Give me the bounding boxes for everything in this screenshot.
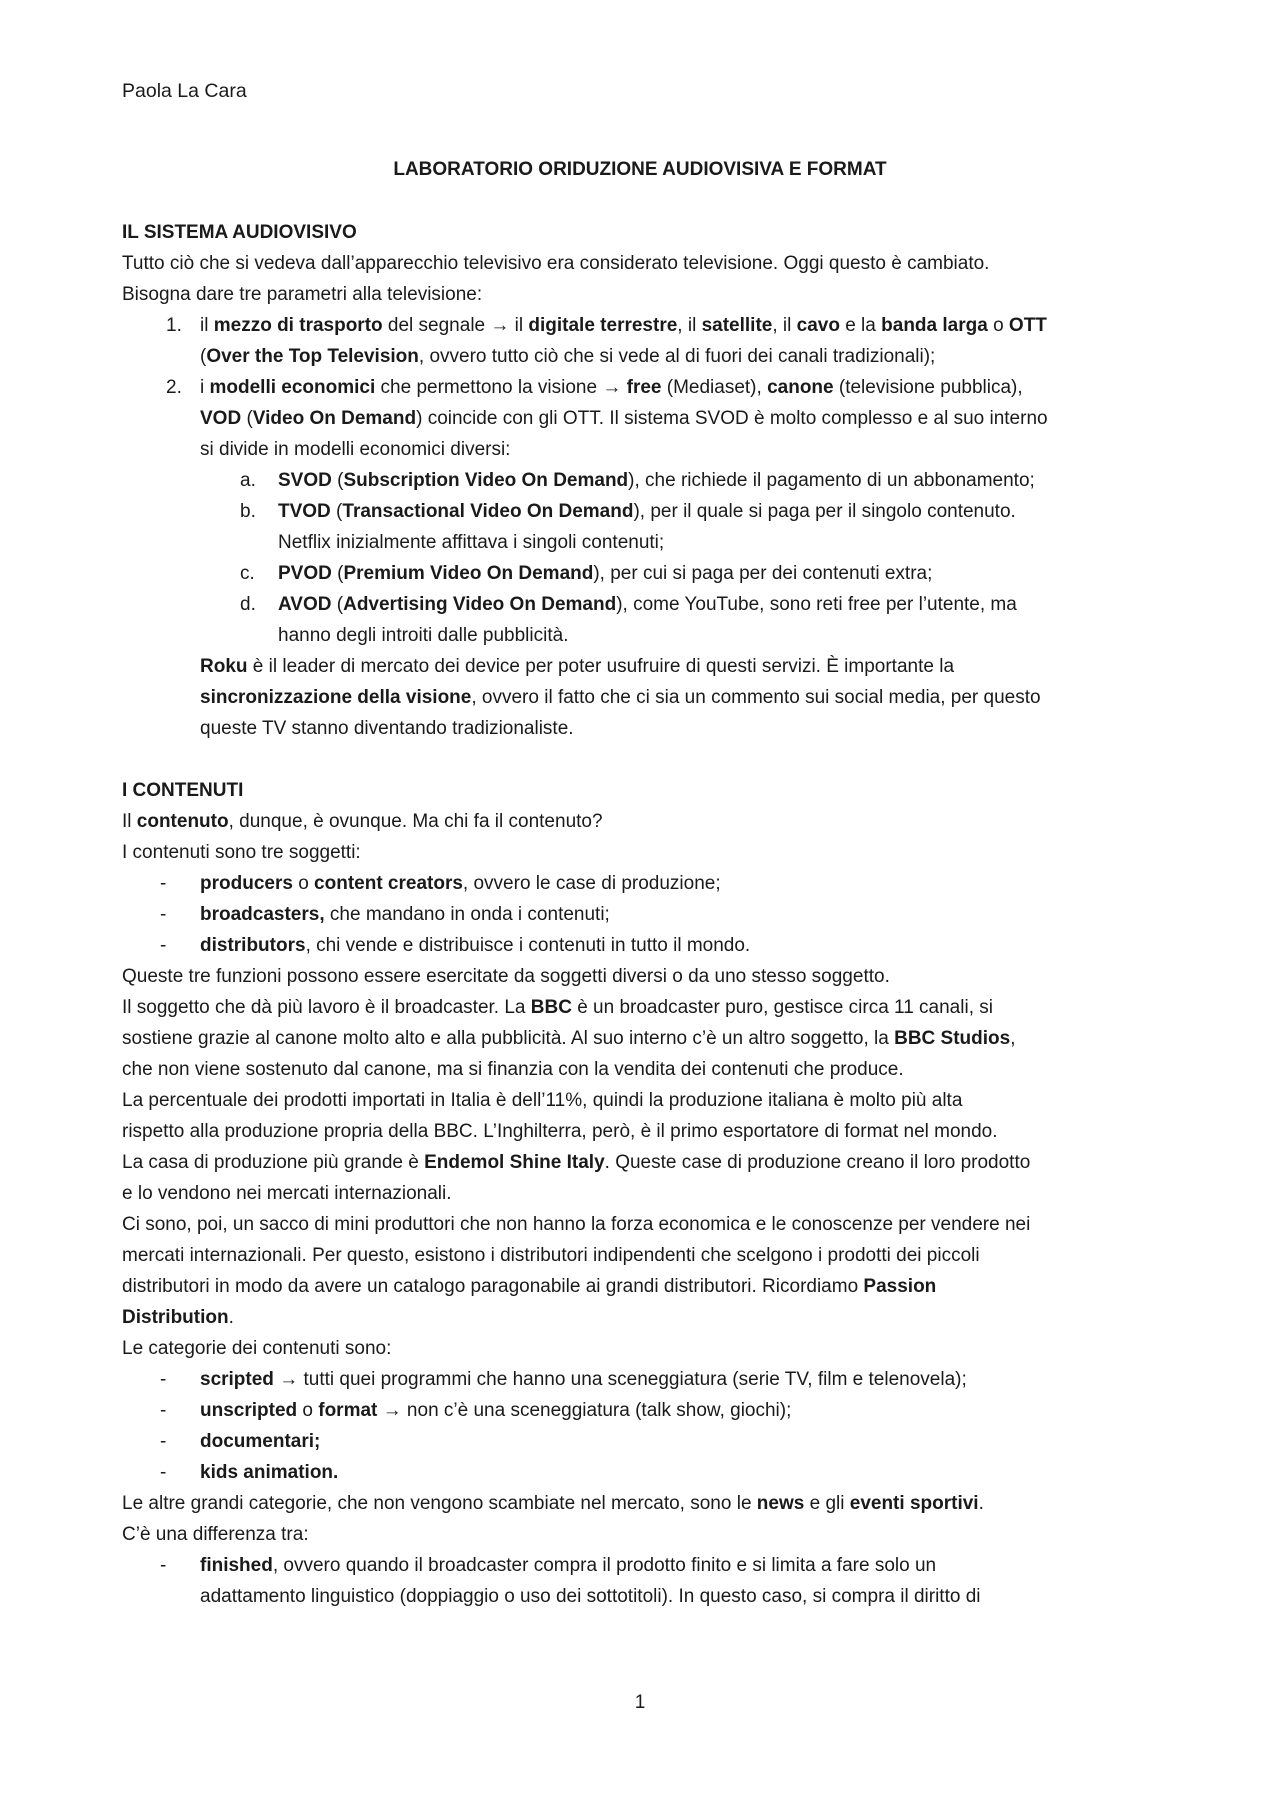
paragraph: sincronizzazione della visione, ovvero il fatto che ci sia un commento sui social media, per questo <box>200 687 1041 708</box>
paragraph: I contenuti sono tre soggetti: <box>122 842 361 863</box>
paragraph: mercati internazionali. Per questo, esistono i distributori indipendenti che scelgono i prodotti dei piccoli <box>122 1245 980 1266</box>
paragraph: La casa di produzione più grande è Endemol Shine Italy. Queste case di produzione creano il loro prodotto <box>122 1152 1031 1173</box>
list-item: - scripted → tutti quei programmi che hanno una sceneggiatura (serie TV, film e telenovela); <box>160 1369 967 1390</box>
paragraph: C’è una differenza tra: <box>122 1524 309 1545</box>
document-body <box>122 217 1172 1612</box>
paragraph: Il contenuto, dunque, è ovunque. Ma chi fa il contenuto? <box>122 811 603 832</box>
paragraph: sostiene grazie al canone molto alto e alla pubblicità. Al suo interno c’è un altro soggetto, la BBC Studios, <box>122 1028 1016 1049</box>
list-item: - kids animation. <box>160 1462 339 1483</box>
paragraph: Le categorie dei contenuti sono: <box>122 1338 392 1359</box>
list-item: d. AVOD (Advertising Video On Demand), come YouTube, sono reti free per l’utente, ma <box>240 594 1017 615</box>
list-number: 2. <box>166 377 182 398</box>
list-item: - broadcasters, che mandano in onda i contenuti; <box>160 904 610 925</box>
paragraph: Bisogna dare tre parametri alla televisione: <box>122 284 483 305</box>
paragraph: queste TV stanno diventando tradizionaliste. <box>200 718 574 739</box>
list-item: c. PVOD (Premium Video On Demand), per cui si paga per dei contenuti extra; <box>240 563 933 584</box>
paragraph: Distribution. <box>122 1307 234 1328</box>
list-item-continuation: hanno degli introiti dalle pubblicità. <box>278 625 569 646</box>
list-item-continuation: adattamento linguistico (doppiaggio o uso dei sottotitoli). In questo caso, si compra il diritto di <box>200 1586 981 1607</box>
list-item-continuation: (Over the Top Television, ovvero tutto ciò che si vede al di fuori dei canali tradizionali); <box>200 346 936 367</box>
paragraph: Roku è il leader di mercato dei device per poter usufruire di questi servizi. È importante la <box>200 656 955 677</box>
paragraph: e lo vendono nei mercati internazionali. <box>122 1183 452 1204</box>
document-title: LABORATORIO ORIDUZIONE AUDIOVISIVA E FORMAT <box>393 159 887 180</box>
paragraph: Il soggetto che dà più lavoro è il broadcaster. La BBC è un broadcaster puro, gestisce circa 11 canali, si <box>122 997 993 1018</box>
paragraph: Le altre grandi categorie, che non vengono scambiate nel mercato, sono le news e gli eventi sportivi. <box>122 1493 984 1514</box>
page-number: 1 <box>634 1692 646 1713</box>
paragraph: Queste tre funzioni possono essere esercitate da soggetti diversi o da uno stesso soggetto. <box>122 966 890 987</box>
list-item: - producers o content creators, ovvero le case di produzione; <box>160 873 721 894</box>
section-heading: IL SISTEMA AUDIOVISIVO <box>122 222 357 243</box>
author-name: Paola La Cara <box>122 80 247 102</box>
bullet-list <box>122 1364 1172 1488</box>
list-item-continuation: Netflix inizialmente affittava i singoli contenuti; <box>278 532 665 553</box>
list-number: 1. <box>166 315 182 336</box>
lettered-list <box>122 465 1172 651</box>
list-item: b. TVOD (Transactional Video On Demand), per il quale si paga per il singolo contenuto. <box>240 501 1016 522</box>
list-item: 1. il mezzo di trasporto del segnale → il digitale terrestre, il satellite, il cavo e la banda larga o OTT <box>122 310 1172 341</box>
list-item: - distributors, chi vende e distribuisce i contenuti in tutto il mondo. <box>160 935 751 956</box>
paragraph: che non viene sostenuto dal canone, ma si finanzia con la vendita dei contenuti che produce. <box>122 1059 904 1080</box>
paragraph: rispetto alla produzione propria della BBC. L’Inghilterra, però, è il primo esportatore di format nel mondo. <box>122 1121 998 1142</box>
paragraph: Tutto ciò che si vedeva dall’apparecchio televisivo era considerato televisione. Oggi questo è cambiato. <box>122 253 990 274</box>
paragraph: Ci sono, poi, un sacco di mini produttori che non hanno la forza economica e le conoscenze per vendere nei <box>122 1214 1031 1235</box>
section-heading: I CONTENUTI <box>122 780 244 801</box>
paragraph: distributori in modo da avere un catalogo paragonabile ai grandi distributori. Ricordiamo Passion <box>122 1276 937 1297</box>
list-item: 2. i modelli economici che permettono la visione → free (Mediaset), canone (televisione pubblica), <box>122 372 1172 403</box>
numbered-list <box>122 310 1172 465</box>
list-item: - documentari; <box>160 1431 321 1452</box>
paragraph: La percentuale dei prodotti importati in Italia è dell’11%, quindi la produzione italiana è molto più alta <box>122 1090 963 1111</box>
list-item-continuation: VOD (Video On Demand) coincide con gli OTT. Il sistema SVOD è molto complesso e al suo interno <box>200 408 1048 429</box>
list-item: - finished, ovvero quando il broadcaster compra il prodotto finito e si limita a fare solo un <box>160 1555 937 1576</box>
list-item-continuation: si divide in modelli economici diversi: <box>200 439 511 460</box>
list-item: a. SVOD (Subscription Video On Demand), che richiede il pagamento di un abbonamento; <box>240 470 1035 491</box>
list-item: - unscripted o format → non c’è una sceneggiatura (talk show, giochi); <box>160 1400 792 1421</box>
bullet-list <box>122 1550 1172 1612</box>
bullet-list <box>122 868 1172 961</box>
